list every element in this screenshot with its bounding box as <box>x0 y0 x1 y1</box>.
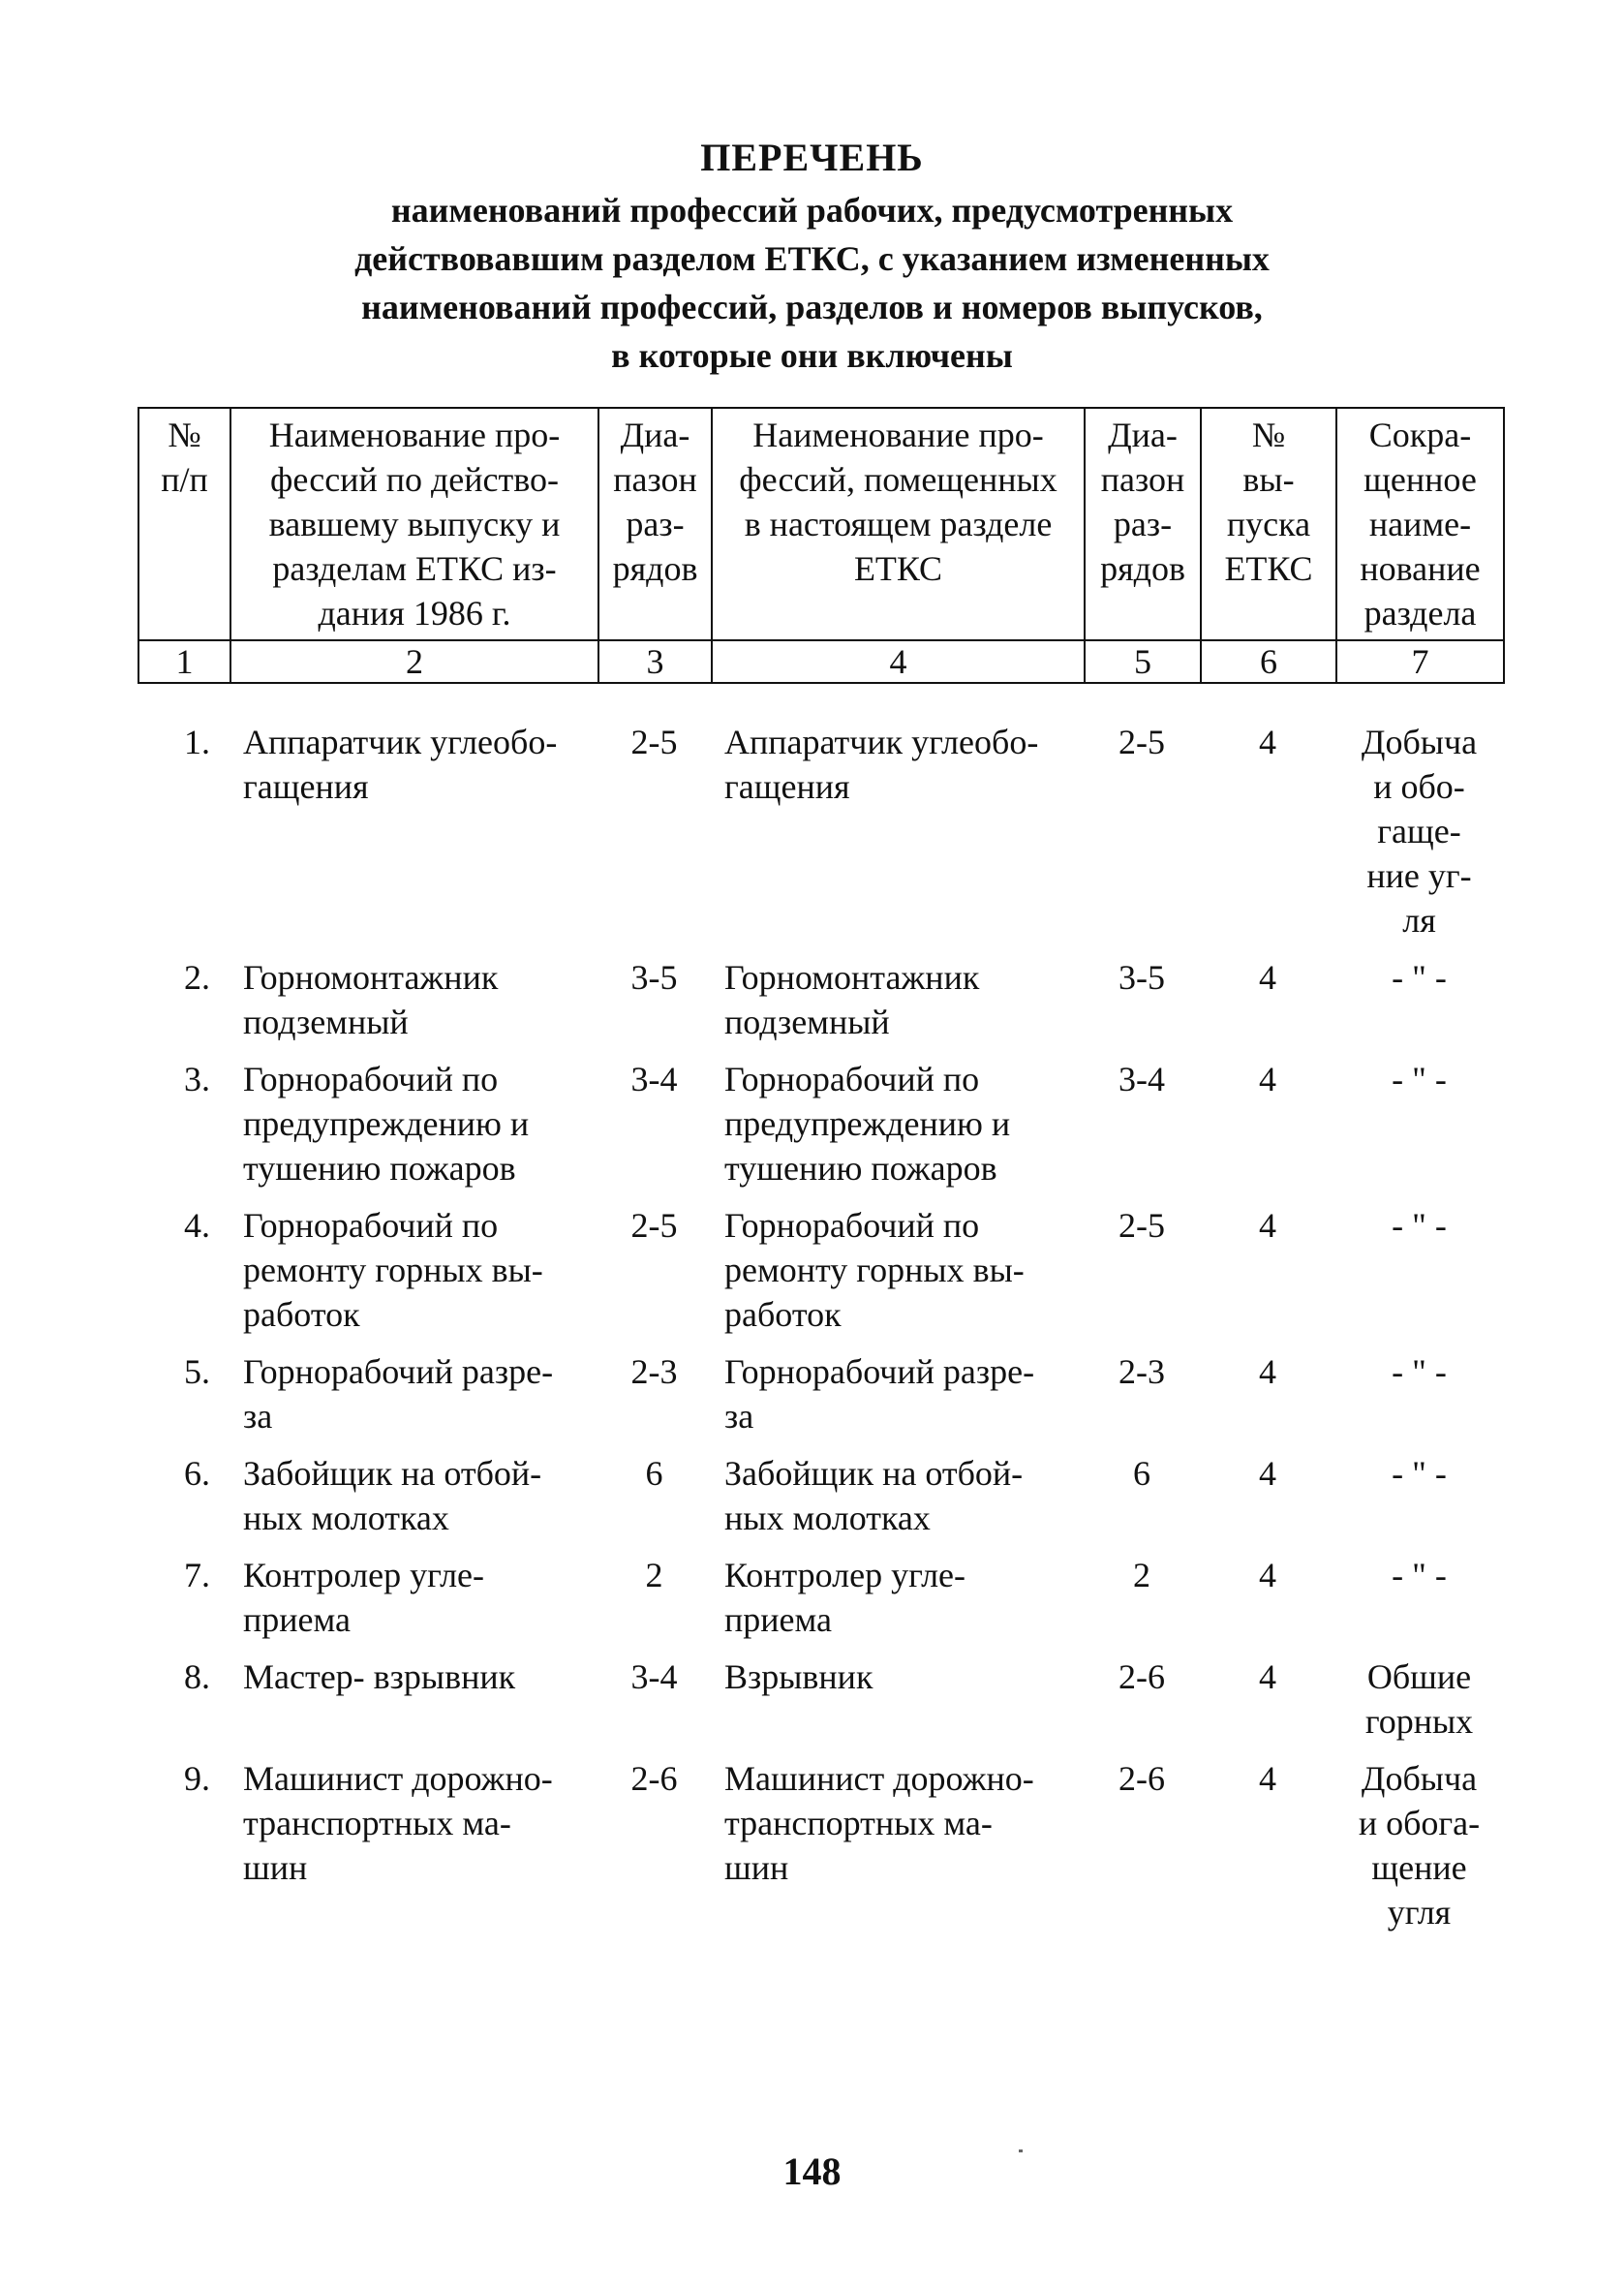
row-number: 5. <box>184 1352 210 1391</box>
section-name: Обшие горных <box>1364 1657 1474 1741</box>
issue-number: 4 <box>1259 1206 1276 1245</box>
new-grade-range: 2-3 <box>1118 1352 1165 1391</box>
new-profession-name: Горномонтажник подземный <box>724 958 980 1041</box>
header-cell-old-name: Наименование про- фессий по действо- вавшему выпуску и разделам ЕТКС из- дания 1986 г. <box>230 408 598 640</box>
old-profession-name: Контролер угле- приема <box>243 1556 484 1639</box>
new-grade-range: 2 <box>1133 1556 1150 1594</box>
issue-number: 4 <box>1259 1759 1276 1798</box>
issue-number: 4 <box>1259 723 1276 761</box>
old-grade-range: 2-5 <box>630 1206 678 1245</box>
old-grade-range: 2-6 <box>630 1759 678 1798</box>
column-number: 3 <box>598 640 712 683</box>
row-number: 9. <box>184 1759 210 1798</box>
column-number-row <box>138 640 1504 683</box>
section-name: - " - <box>1392 1060 1447 1098</box>
issue-number: 4 <box>1259 1556 1276 1594</box>
new-profession-name: Забойщик на отбой- ных молотках <box>724 1454 1024 1537</box>
header-cell-num: № п/п <box>138 408 230 640</box>
old-profession-name: Забойщик на отбой- ных молотках <box>243 1454 542 1537</box>
old-grade-range: 2-3 <box>630 1352 678 1391</box>
row-number: 4. <box>184 1206 210 1245</box>
issue-number: 4 <box>1259 1060 1276 1098</box>
section-name: - " - <box>1392 1556 1447 1594</box>
old-grade-range: 6 <box>645 1454 663 1493</box>
table-row <box>138 717 1503 952</box>
new-profession-name: Контролер угле- приема <box>724 1556 965 1639</box>
header-cell-section: Сокра- щенное наиме- нование раздела <box>1336 408 1504 640</box>
old-grade-range: 3-5 <box>630 958 678 997</box>
header-cell-new-range: Диа- пазон раз- рядов <box>1085 408 1201 640</box>
old-grade-range: 3-4 <box>630 1657 678 1696</box>
row-number: 1. <box>184 723 210 761</box>
old-grade-range: 2 <box>645 1556 663 1594</box>
section-name: Добыча и обога- щение угля <box>1358 1759 1481 1932</box>
old-profession-name: Горномонтажник подземный <box>243 958 499 1041</box>
table-row <box>138 1200 1503 1346</box>
old-grade-range: 3-4 <box>630 1060 678 1098</box>
new-grade-range: 3-5 <box>1118 958 1165 997</box>
table-row <box>138 1448 1503 1550</box>
issue-number: 4 <box>1259 1352 1276 1391</box>
header-cell-new-name: Наименование про- фессий, помещенных в настоящем разделе ЕТКС <box>712 408 1085 640</box>
header-row <box>138 408 1504 640</box>
table-row <box>138 1753 1503 1944</box>
subtitle-line: в которые они включены <box>611 336 1013 375</box>
new-grade-range: 2-5 <box>1118 723 1165 761</box>
table-row <box>138 1652 1503 1753</box>
section-name: Добыча и обо- гаще- ние уг- ля <box>1361 723 1478 940</box>
column-number: 4 <box>712 640 1085 683</box>
row-number: 2. <box>184 958 210 997</box>
new-profession-name: Машинист дорожно- транспортных ма- шин <box>724 1759 1034 1887</box>
new-grade-range: 2-6 <box>1118 1657 1165 1696</box>
new-profession-name: Горнорабочий по предупреждению и тушению пожаров <box>724 1060 1011 1188</box>
new-profession-name: Горнорабочий по ремонту горных вы- работок <box>724 1206 1025 1334</box>
section-name: - " - <box>1392 1454 1447 1493</box>
header-cell-old-range: Диа- пазон раз- рядов <box>598 408 712 640</box>
row-number: 7. <box>184 1556 210 1594</box>
section-name: - " - <box>1392 1206 1447 1245</box>
column-number: 1 <box>138 640 230 683</box>
section-name: - " - <box>1392 1352 1447 1391</box>
subtitle-line: наименований профессий, разделов и номеров выпусков, <box>361 288 1263 326</box>
section-name: - " - <box>1392 958 1447 997</box>
page-number: 148 <box>782 2149 842 2193</box>
subtitle-line: действовавшим разделом ЕТКС, с указанием измененных <box>354 239 1270 278</box>
issue-number: 4 <box>1259 1454 1276 1493</box>
old-profession-name: Горнорабочий по предупреждению и тушению пожаров <box>243 1060 530 1188</box>
column-number: 5 <box>1085 640 1201 683</box>
subtitle-line: наименований профессий рабочих, предусмотренных <box>390 191 1234 230</box>
new-grade-range: 2-5 <box>1118 1206 1165 1245</box>
old-profession-name: Мастер- взрывник <box>243 1657 516 1696</box>
old-profession-name: Аппаратчик углеобо- гащения <box>243 723 558 806</box>
old-profession-name: Горнорабочий по ремонту горных вы- работок <box>243 1206 543 1334</box>
row-number: 6. <box>184 1454 210 1493</box>
new-grade-range: 3-4 <box>1118 1060 1165 1098</box>
new-profession-name: Горнорабочий разре- за <box>724 1352 1035 1436</box>
old-profession-name: Машинист дорожно- транспортных ма- шин <box>243 1759 553 1887</box>
old-profession-name: Горнорабочий разре- за <box>243 1352 554 1436</box>
new-profession-name: Аппаратчик углеобо- гащения <box>724 723 1039 806</box>
issue-number: 4 <box>1259 1657 1276 1696</box>
document-title: ПЕРЕЧЕНЬ <box>700 136 924 179</box>
new-profession-name: Взрывник <box>724 1657 873 1696</box>
column-number: 2 <box>230 640 598 683</box>
column-number: 7 <box>1336 640 1504 683</box>
row-number: 3. <box>184 1060 210 1098</box>
table-row <box>138 1346 1503 1448</box>
table-header <box>138 407 1505 684</box>
scan-speck <box>1019 2149 1023 2152</box>
table-row <box>138 952 1503 1054</box>
issue-number: 4 <box>1259 958 1276 997</box>
column-number: 6 <box>1201 640 1336 683</box>
document-subtitle <box>136 186 1488 380</box>
header-cell-issue: № вы- пуска ЕТКС <box>1201 408 1336 640</box>
new-grade-range: 2-6 <box>1118 1759 1165 1798</box>
table-body <box>138 717 1503 1944</box>
table-row <box>138 1550 1503 1652</box>
table-row <box>138 1054 1503 1200</box>
old-grade-range: 2-5 <box>630 723 678 761</box>
row-number: 8. <box>184 1657 210 1696</box>
new-grade-range: 6 <box>1133 1454 1150 1493</box>
